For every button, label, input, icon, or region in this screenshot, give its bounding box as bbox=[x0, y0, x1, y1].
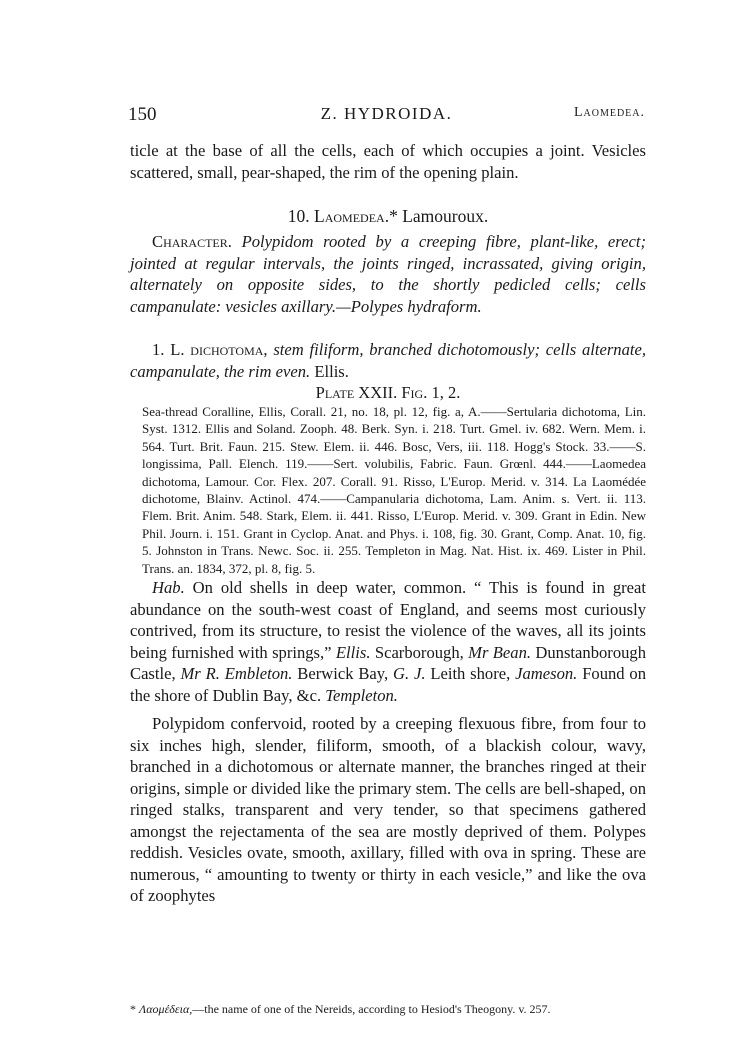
footnote bbox=[130, 1001, 646, 1017]
synonymy-block: Sea-thread Coralline, Ellis, Corall. 21, no. 18, pl. 12, fig. a, A.——Sertularia dichotoma, Lin. Syst. 1312. Ellis and Soland. Zooph. 48. Berk. Syn. i. 218. Turt. Gmel. iv. 682. Wern. Mem. i. 564. Turt. Brit. Faun. 215. Stew. Elem. ii. 446. Bosc, Vers, iii. 118. Hogg's Stock. 33.——S. longissima, Pall. Elench. 119.——Sert. volubilis, Fabric. Faun. Grœnl. 444.——Laomedea dichotoma, Lamour. Cor. Flex. 207. Corall. 91. Risso, L'Europ. Merid. v. 314. La Laomédée dichotome, Blainv. Actinol. 474.——Campanularia dichotoma, Lam. Anim. s. Vert. ii. 113. Flem. Brit. Anim. 548. Stark, Elem. ii. 441. Risso, L'Europ. Merid. v. 309. Grant in Edin. New Phil. Journ. i. 151. Grant in Cyclop. Anat. and Phys. i. 108, fig. 30. Grant, Comp. Anat. 10, fig. 5. Johnston in Trans. Newc. Soc. ii. 255. Templeton in Mag. Nat. Hist. ix. 469. Lister in Phil. Trans. an. 1834, 372, pl. 8, fig. 5. bbox=[142, 404, 646, 576]
habitat-source: Mr Bean. bbox=[468, 642, 532, 662]
habitat-text: Dunstanborough Castle, bbox=[130, 642, 647, 684]
species-heading bbox=[130, 339, 646, 382]
plate-reference: Plate XXII. Fig. 1, 2. bbox=[315, 383, 461, 402]
genus-name: Laomedea.* bbox=[314, 206, 398, 226]
character-text: Polypidom rooted by a creeping fibre, plant-like, erect; jointed at regular intervals, the joints ringed, incrassated, giving origin, alternately on opposite sides, to the shortly pedicled cells; cells campanulate: vesicles axillary.—Polypes hydraform. bbox=[130, 232, 647, 316]
footnote-text: —the name of one of the Nereids, according to Hesiod's Theogony. v. 257. bbox=[192, 1002, 551, 1016]
species-authority: Ellis. bbox=[314, 361, 349, 381]
habitat-text: On old shells in deep water, common. “ This is found in great abundance on the south-west coast of England, and seems most curiously contrived, from its structure, to resist the violence of the waves, all its joints being furnished with springs,” bbox=[130, 578, 646, 662]
character-label: Character. bbox=[152, 232, 232, 251]
habitat-text: Found on the shore of Dublin Bay, &c. bbox=[130, 664, 647, 705]
habitat-source: Jameson. bbox=[515, 664, 578, 684]
character-paragraph bbox=[130, 231, 646, 317]
footnote-mark: * bbox=[130, 1002, 136, 1016]
footnote-greek: Λαομέδεια, bbox=[139, 1002, 193, 1016]
habitat-text: Berwick Bay, bbox=[297, 664, 389, 684]
continuation-paragraph: ticle at the base of all the cells, each of which occupies a joint. Vesicles scattered, small, pear-shaped, the rim of the opening plain. bbox=[130, 141, 646, 182]
species-name: dichotoma, bbox=[190, 340, 268, 359]
page-number: 150 bbox=[128, 104, 157, 125]
habitat-source: Ellis. bbox=[335, 642, 371, 662]
genus-heading bbox=[130, 206, 646, 227]
species-number: 1. L. bbox=[152, 340, 185, 359]
habitat-text: Scarborough, bbox=[374, 642, 464, 662]
habitat-text: Leith shore, bbox=[430, 664, 511, 684]
habitat-paragraph bbox=[130, 577, 646, 706]
genus-number: 10. bbox=[287, 206, 310, 226]
description-paragraph: Polypidom confervoid, rooted by a creeping flexuous fibre, from four to six inches high, slender, filiform, smooth, of a blackish colour, wavy, branched in a dichotomous or alternate manner, the branches ringed at their origins, simple or divided like the primary stem. The cells are bell-shaped, on ringed stalks, transparent and very tender, so that specimens gathered amongst the rejectamenta of the sea are mostly deprived of them. Polypes reddish. Vesicles ovate, smooth, axillary, filled with ova in spring. These are numerous, “ amounting to twenty or thirty in each vesicle,” and like the ova of zoophytes bbox=[130, 714, 646, 906]
habitat-source: G. J. bbox=[393, 664, 426, 684]
habitat-source: Templeton. bbox=[325, 685, 398, 705]
genus-author: Lamouroux. bbox=[402, 206, 489, 226]
page-body bbox=[130, 140, 646, 907]
running-section: Laomedea. bbox=[573, 105, 645, 120]
running-header bbox=[128, 104, 645, 134]
running-title: Z. HYDROIDA. bbox=[320, 104, 453, 123]
species-diagnosis: stem filiform, branched dichotomously; cells alternate, campanulate, the rim even. bbox=[130, 340, 647, 381]
habitat-source: Mr R. Embleton. bbox=[180, 664, 293, 684]
habitat-label: Hab. bbox=[152, 578, 185, 598]
